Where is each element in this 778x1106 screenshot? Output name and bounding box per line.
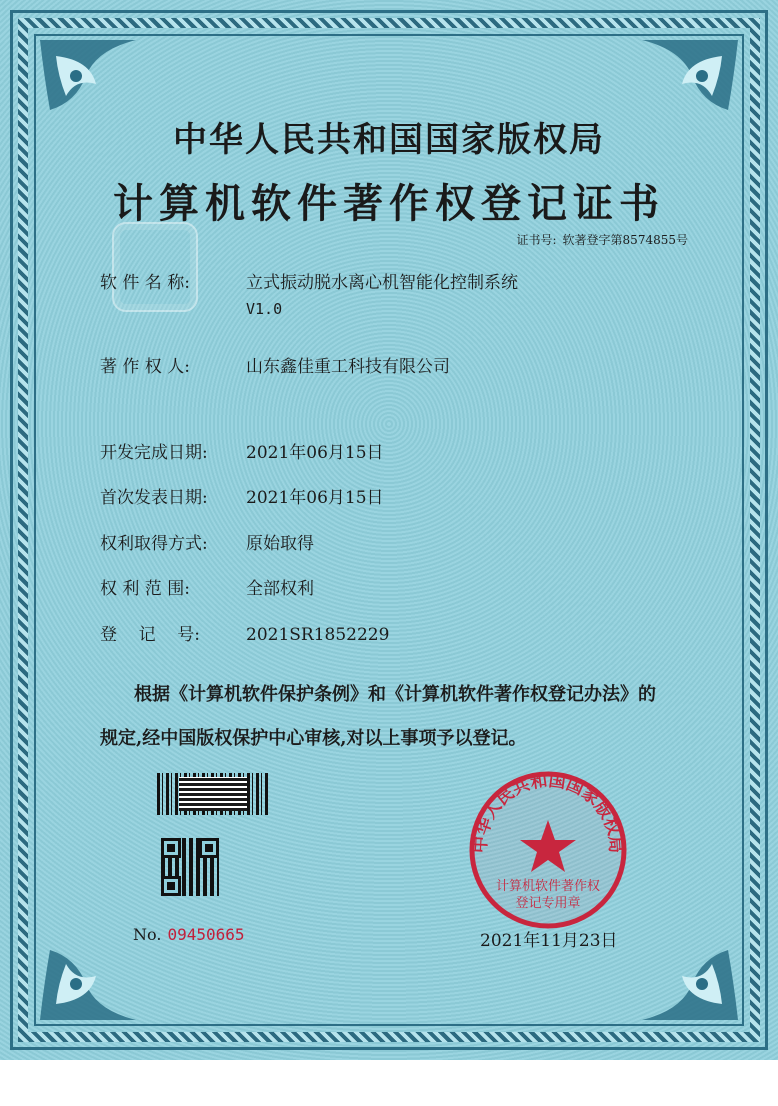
embossed-emblem-icon xyxy=(112,222,198,312)
certificate-title: 计算机软件著作权登记证书 xyxy=(113,180,665,227)
field-label: 软 件 名 称: xyxy=(100,273,190,293)
field-label: 开发完成日期: xyxy=(100,443,208,463)
seal-ring-text: 中华人民共和国国家版权局 xyxy=(470,770,626,854)
corner-ornament-icon xyxy=(632,914,742,1024)
field-label: 首次发表日期: xyxy=(100,488,208,508)
official-seal xyxy=(466,768,630,932)
cert-no-label: 证书号: xyxy=(516,233,557,247)
barcode-icon xyxy=(157,773,269,815)
statement-line-2: 规定,经中国版权保护中心审核,对以上事项予以登记。 xyxy=(100,728,527,749)
field-value xyxy=(246,270,606,322)
field-value: 2021SR1852229 xyxy=(246,625,390,645)
field-value: 山东鑫佳重工科技有限公司 xyxy=(246,357,450,377)
field-label: 登 记 号: xyxy=(100,625,200,645)
field-label: 权利取得方式: xyxy=(100,534,208,554)
serial-value: 09450665 xyxy=(167,925,245,944)
field-label: 著 作 权 人: xyxy=(100,357,190,377)
issue-date: 2021年11月23日 xyxy=(480,931,618,951)
field-label: 权 利 范 围: xyxy=(100,579,190,599)
serial-number xyxy=(133,925,245,944)
field-value: 全部权利 xyxy=(246,579,314,599)
qr-code-icon xyxy=(161,838,219,896)
cert-no-value: 软著登字第8574855号 xyxy=(562,233,688,247)
statement-line-1: 根据《计算机软件保护条例》和《计算机软件著作权登记办法》的 xyxy=(134,684,656,705)
serial-label: No. xyxy=(133,925,162,944)
software-version-value: V1.0 xyxy=(246,300,283,318)
seal-center-line-2: 登记专用章 xyxy=(515,896,581,911)
certificate-number xyxy=(511,231,689,248)
software-name-value: 立式振动脱水离心机智能化控制系统 xyxy=(246,273,518,293)
field-value: 2021年06月15日 xyxy=(246,488,384,508)
field-value: 2021年06月15日 xyxy=(246,443,384,463)
authority-title: 中华人民共和国国家版权局 xyxy=(173,120,605,160)
corner-ornament-icon xyxy=(36,914,146,1024)
field-value: 原始取得 xyxy=(246,534,314,554)
seal-center-line-1: 计算机软件著作权 xyxy=(495,879,601,894)
